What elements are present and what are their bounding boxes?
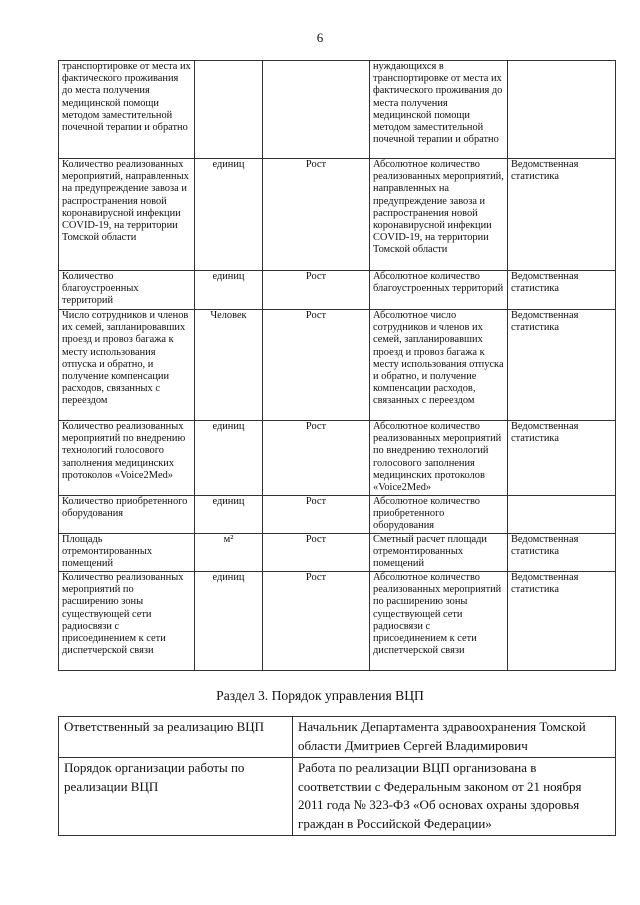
indicator-name-cell: Количество реализованных мероприятий по внедрению технологий голосового заполнения медицинских протоколов «Voice2Med» <box>59 421 195 496</box>
trend-cell: Рост <box>263 572 370 671</box>
management-value-cell: Начальник Департамента здравоохранения Томской области Дмитриев Сергей Владимирович <box>293 717 616 758</box>
method-cell: нуждающихся в транспортировке от места их фактического проживания до места получения медицинской помощи методом заместительной почечной терапии и обратно <box>370 61 508 159</box>
management-label-cell: Порядок организации работы по реализации ВЦП <box>59 758 293 836</box>
table-row <box>59 310 616 421</box>
source-cell: Ведомственная статистика <box>508 421 616 496</box>
method-cell: Абсолютное количество благоустроенных территорий <box>370 271 508 310</box>
section-heading: Раздел 3. Порядок управления ВЦП <box>216 688 424 703</box>
trend-cell: Рост <box>263 496 370 534</box>
indicator-name-cell: Количество реализованных мероприятий, направленных на предупреждение завоза и распространения новой коронавирусной инфекции COVID-19, на территории Томской области <box>59 159 195 271</box>
table-row <box>59 758 616 836</box>
indicator-name-cell: Площадь отремонтированных помещений <box>59 534 195 572</box>
unit-cell: единиц <box>195 496 263 534</box>
management-table <box>58 716 616 836</box>
method-cell: Абсолютное количество реализованных мероприятий по расширению зоны существующей сети радиосвязи с присоединением к сети диспетчерской связи <box>370 572 508 671</box>
method-cell: Сметный расчет площади отремонтированных помещений <box>370 534 508 572</box>
unit-cell: единиц <box>195 271 263 310</box>
trend-cell: Рост <box>263 534 370 572</box>
source-cell: Ведомственная статистика <box>508 159 616 271</box>
table-row <box>59 717 616 758</box>
unit-cell: единиц <box>195 421 263 496</box>
method-cell: Абсолютное количество приобретенного оборудования <box>370 496 508 534</box>
source-cell: Ведомственная статистика <box>508 310 616 421</box>
source-cell <box>508 61 616 159</box>
unit-cell: м² <box>195 534 263 572</box>
indicator-name-cell: Число сотрудников и членов их семей, запланировавших проезд и провоз багажа к месту использования отпуска и обратно, и получение компенсации расходов, связанных с переездом <box>59 310 195 421</box>
table-row <box>59 159 616 271</box>
table-row <box>59 496 616 534</box>
unit-cell: Человек <box>195 310 263 421</box>
trend-cell: Рост <box>263 271 370 310</box>
unit-cell: единиц <box>195 572 263 671</box>
method-cell: Абсолютное количество реализованных мероприятий, направленных на предупреждение завоза и распространения новой коронавирусной инфекции COVID-19, на территории Томской области <box>370 159 508 271</box>
management-value-cell: Работа по реализации ВЦП организована в соответствии с Федеральным законом от 21 ноября 2011 года № 323-ФЗ «Об основах охраны здоровья граждан в Российской Федерации» <box>293 758 616 836</box>
table-row <box>59 534 616 572</box>
source-cell: Ведомственная статистика <box>508 534 616 572</box>
table-row <box>59 421 616 496</box>
unit-cell <box>195 61 263 159</box>
trend-cell: Рост <box>263 159 370 271</box>
method-cell: Абсолютное количество реализованных мероприятий по внедрению технологий голосового заполнения медицинских протоколов «Voice2Med» <box>370 421 508 496</box>
unit-cell: единиц <box>195 159 263 271</box>
table-row <box>59 572 616 671</box>
table-row <box>59 271 616 310</box>
table-row <box>59 61 616 159</box>
management-label-cell: Ответственный за реализацию ВЦП <box>59 717 293 758</box>
trend-cell <box>263 61 370 159</box>
trend-cell: Рост <box>263 421 370 496</box>
method-cell: Абсолютное число сотрудников и членов их семей, запланировавших проезд и провоз багажа к месту использования отпуска и обратно, и получение компенсации расходов, связанных с переездом <box>370 310 508 421</box>
indicator-name-cell: Количество приобретенного оборудования <box>59 496 195 534</box>
indicator-name-cell: Количество реализованных мероприятий по расширению зоны существующей сети радиосвязи с присоединением к сети диспетчерской связи <box>59 572 195 671</box>
page-number: 6 <box>316 30 324 45</box>
indicator-name-cell: Количество благоустроенных территорий <box>59 271 195 310</box>
indicators-table <box>58 60 616 671</box>
trend-cell: Рост <box>263 310 370 421</box>
source-cell <box>508 496 616 534</box>
source-cell: Ведомственная статистика <box>508 271 616 310</box>
indicator-name-cell: транспортировке от места их фактического проживания до места получения медицинской помощи методом заместительной почечной терапии и обратно <box>59 61 195 159</box>
source-cell: Ведомственная статистика <box>508 572 616 671</box>
